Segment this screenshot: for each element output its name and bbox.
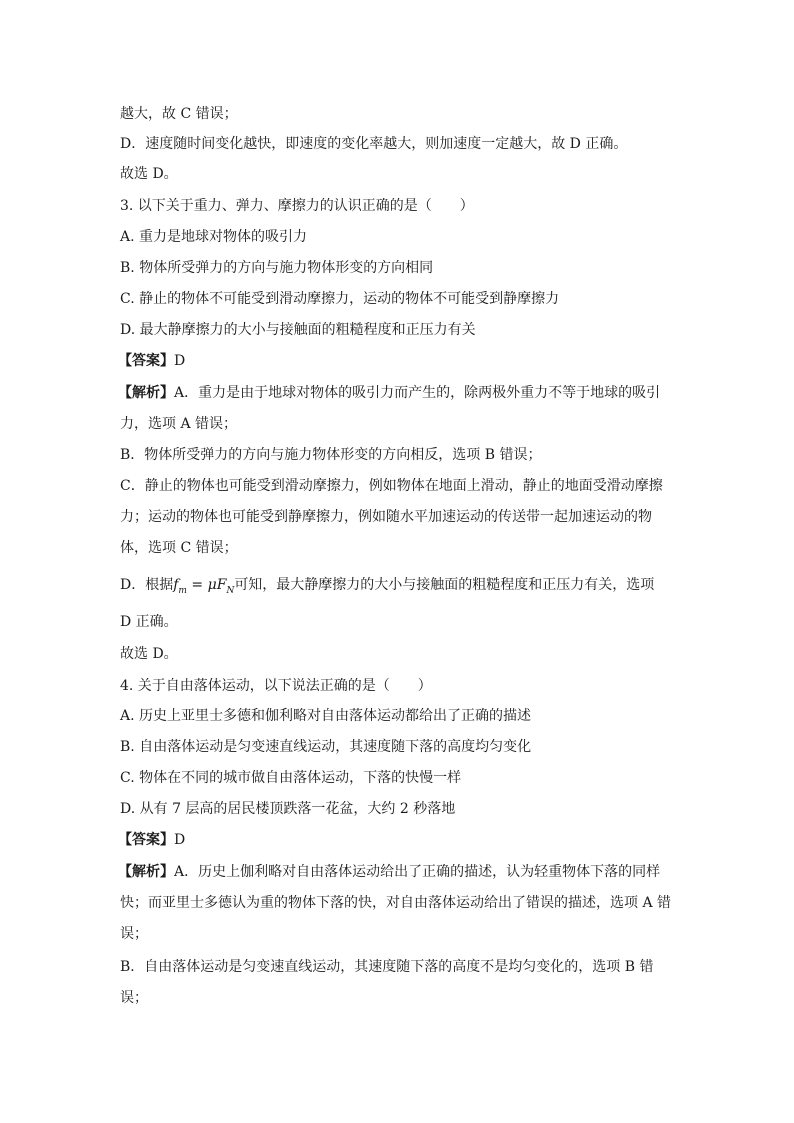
answer-value: D [174, 353, 186, 369]
question-4-stem: 4. 关于自由落体运动，以下说法正确的是（ ） [120, 678, 432, 694]
answer-value: D [174, 832, 186, 848]
question-3-option-d: D. 最大静摩擦力的大小与接触面的粗糙程度和正压力有关 [120, 322, 476, 338]
answer-tag: 【答案】 [118, 353, 174, 369]
analysis-3-line: 力；运动的物体也可能受到静摩擦力，例如随水平加速运动的传送带一起加速运动的物 [120, 509, 652, 525]
question-4-option-a: A. 历史上亚里士多德和伽利略对自由落体运动都给出了正确的描述 [120, 708, 532, 724]
analysis-4-line: 误； [120, 926, 148, 942]
analysis-tag: 【解析】 [118, 385, 174, 401]
text-line: 越大，故 C 错误； [120, 106, 238, 122]
analysis-4-line: B．自由落体运动是匀变速直线运动，其速度随下落的高度不是均匀变化的，选项 B 错 [120, 959, 654, 975]
text-line: D．速度随时间变化越快，即速度的变化率越大，则加速度一定越大，故 D 正确。 [120, 136, 628, 152]
analysis-3-line: 体，选项 C 错误； [120, 540, 238, 556]
question-4-option-d: D. 从有 7 层高的居民楼顶跌落一花盆，大约 2 秒落地 [120, 801, 456, 817]
question-3-option-b: B. 物体所受弹力的方向与施力物体形变的方向相同 [120, 260, 434, 276]
analysis-3-line: D 正确。 [120, 614, 178, 630]
text-line: 故选 D。 [120, 166, 178, 182]
answer-3 [118, 351, 185, 371]
analysis-3-line: C．静止的物体也可能受到滑动摩擦力，例如物体在地面上滑动，静止的地面受滑动摩擦 [120, 478, 663, 494]
question-4-option-c: C. 物体在不同的城市做自由落体运动，下落的快慢一样 [120, 770, 462, 786]
answer-4 [118, 830, 185, 850]
analysis-4-line: 快；而亚里士多德认为重的物体下落的快，对自由落体运动给出了错误的描述，选项 A 错 [120, 895, 672, 911]
analysis-4-line: 误； [120, 990, 148, 1006]
answer-tag: 【答案】 [118, 832, 174, 848]
analysis-3-line: D．根据$f_m = \mu F_N$可知，最大静摩擦力的大小与接触面的粗糙程度和正压力有关，选项 [120, 577, 655, 596]
question-3-option-c: C. 静止的物体不可能受到滑动摩擦力，运动的物体不可能受到静摩擦力 [120, 291, 560, 307]
friction-formula: $f_m = \mu F_N$ [173, 577, 235, 596]
question-3-option-a: A. 重力是地球对物体的吸引力 [120, 229, 308, 245]
analysis-3-line: 【解析】A．重力是由于地球对物体的吸引力而产生的，除两极外重力不等于地球的吸引 [118, 385, 661, 401]
analysis-3-line: 故选 D。 [120, 646, 178, 662]
analysis-3-line: 力，选项 A 错误； [120, 416, 238, 432]
question-4-option-b: B. 自由落体运动是匀变速直线运动，其速度随下落的高度均匀变化 [120, 739, 532, 755]
analysis-4-line: 【解析】A．历史上伽利略对自由落体运动给出了正确的描述，认为轻重物体下落的同样 [118, 864, 661, 880]
question-3-stem: 3. 以下关于重力、弹力、摩擦力的认识正确的是（ ） [120, 198, 474, 214]
analysis-tag: 【解析】 [118, 864, 174, 880]
analysis-3-line: B．物体所受弹力的方向与施力物体形变的方向相反，选项 B 错误； [120, 447, 542, 463]
